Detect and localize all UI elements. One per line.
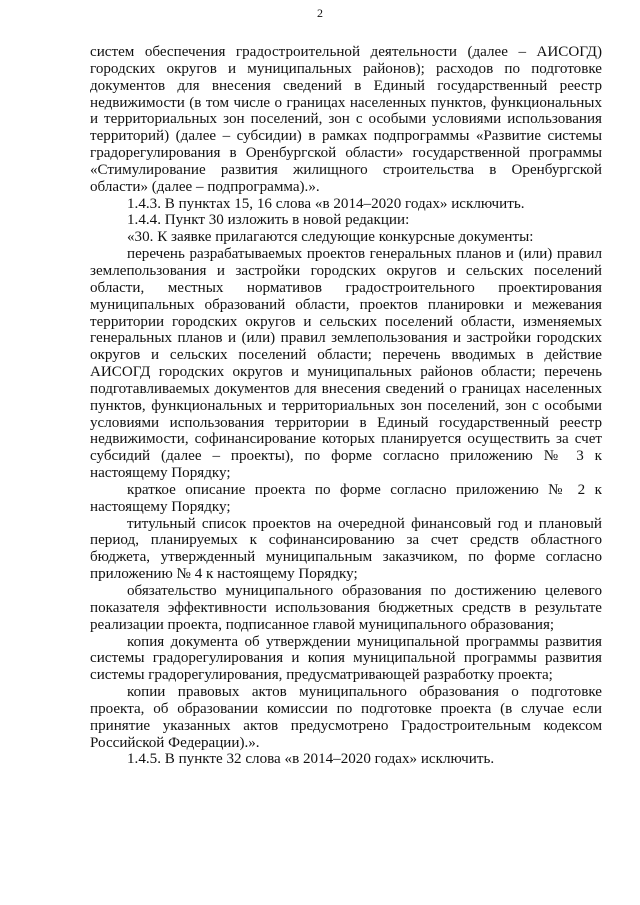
paragraph-legal-acts: копии правовых актов муниципального образования о подготовке проекта, об образовании комиссии по подготовке проекта (в случае если принятие указанных актов предусмотрено Градостроительным кодексом Российской Федерации).». — [90, 684, 602, 751]
paragraph-obligation: обязательство муниципального образования по достижению целевого показателя эффективности использования бюджетных средств в результате реализации проекта, подписанное главой муниципального образования; — [90, 583, 602, 633]
paragraph-continuation: систем обеспечения градостроительной деятельности (далее – АИСОГД) городских округов и муниципальных районов); расходов по подготовке документов для внесения сведений в Единый государственный реестр недвижимости (в том числе о границах населенных пунктов, функциональных и территориальных зон поселений, зон с особыми условиями использования территорий) (далее – субсидии) в рамках подпрограммы «Развитие системы градорегулирования в Оренбургской области» государственной программы «Стимулирование развития жилищного строительства в Оренбургской области» (далее – подпрограмма).». — [90, 44, 602, 195]
paragraph-project-description: краткое описание проекта по форме согласно приложению № 2 к настоящему Порядку; — [90, 481, 602, 515]
paragraph-1-4-3: 1.4.3. В пунктах 15, 16 слова «в 2014–2020 годах» исключить. — [127, 195, 525, 212]
paragraph-title-list: титульный список проектов на очередной финансовый год и плановый период, планируемых к софинансированию за счет средств областного бюджета, утвержденный муниципальным заказчиком, по форме согласно приложению № 4 к настоящему Порядку; — [90, 515, 602, 583]
paragraph-item-30: «30. К заявке прилагаются следующие конкурсные документы: — [127, 229, 534, 246]
page-number: 2 — [317, 6, 323, 20]
paragraph-project-list: перечень разрабатываемых проектов генеральных планов и (или) правил землепользования и застройки городских округов и сельских поселений области, местных нормативов градостроительного проектирования муниципальных образований области, проектов планировки и межевания территории городских округов и сельских поселений области, изменяемых генеральных планов и (или) правил землепользования и застройки городских округов и сельских поселений области; перечень вводимых в действие АИСОГД городских округов и муниципальных районов области; перечень подготавливаемых документов для внесения сведений о границах населенных пунктов, функциональных и территориальных зон поселений, зон с особыми условиями использования территории в Единый государственный реестр недвижимости, софинансирование которых планируется осуществить за счет субсидий (далее – проекты), по форме согласно приложению № 3 к настоящему Порядку; — [90, 246, 602, 482]
document-body — [90, 44, 602, 768]
paragraph-1-4-5: 1.4.5. В пункте 32 слова «в 2014–2020 годах» исключить. — [127, 751, 495, 768]
paragraph-program-copy: копия документа об утверждении муниципальной программы развития системы градорегулирования и копия муниципальной программы развития системы градорегулирования, предусматривающей разработку проекта; — [90, 633, 602, 684]
paragraph-1-4-4: 1.4.4. Пункт 30 изложить в новой редакции: — [127, 212, 410, 229]
